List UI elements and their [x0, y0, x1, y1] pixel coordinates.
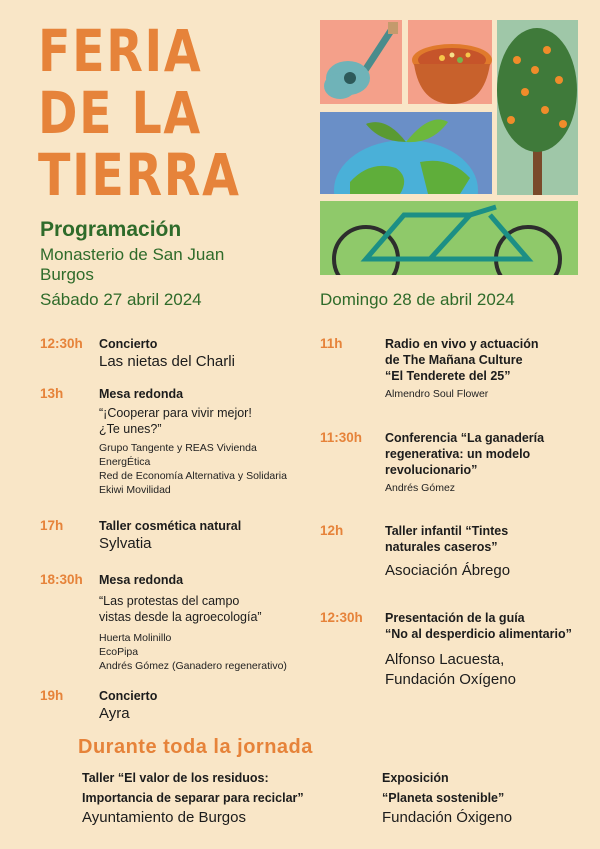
event-title-line: Conferencia “La ganadería	[385, 431, 545, 445]
event-time: 17h	[40, 518, 64, 533]
event-performer: Ayra	[99, 705, 130, 722]
event-performer: Fundación Oxígeno	[385, 671, 516, 688]
title-line-3: TIERRA	[38, 141, 241, 209]
event-title-line: Presentación de la guía	[385, 611, 525, 625]
event-title-line: revolucionario”	[385, 463, 478, 477]
guitar-illustration	[320, 20, 402, 104]
saturday-event-2	[99, 386, 287, 497]
sunday-event-2	[385, 430, 544, 495]
venue	[40, 245, 224, 285]
event-title-line: Radio en vivo y actuación	[385, 337, 539, 351]
event-performer: Las nietas del Charli	[99, 353, 235, 370]
poster-title	[38, 17, 241, 209]
event-time: 13h	[40, 386, 64, 401]
event-time: 12:30h	[320, 610, 363, 625]
event-time: 18:30h	[40, 572, 83, 587]
title-line-1: FERIA	[38, 17, 203, 85]
event-title-line: “El Tenderete del 25”	[385, 369, 511, 383]
event-type: Taller cosmética natural	[99, 519, 242, 533]
saturday-event-3	[99, 518, 241, 554]
event-performer: Alfonso Lacuesta,	[385, 651, 505, 668]
event-detail: vistas desde la agroecología”	[99, 610, 262, 624]
event-performer: Asociación Ábrego	[385, 562, 511, 579]
soup-pot-illustration	[408, 20, 492, 104]
event-title-line: “Planeta sostenible”	[382, 791, 505, 805]
event-title-line: de The Mañana Culture	[385, 353, 523, 367]
participant: Andrés Gómez	[385, 482, 456, 494]
event-performer: Ayuntamiento de Burgos	[82, 809, 246, 826]
event-title-line: “No al desperdicio alimentario”	[385, 627, 572, 641]
event-time: 12h	[320, 523, 344, 538]
event-detail: “¡Cooperar para vivir mejor!	[99, 406, 252, 420]
event-title-line: naturales caseros”	[385, 540, 498, 554]
sunday-event-4	[385, 610, 572, 690]
event-title-line: Taller infantil “Tintes	[385, 524, 509, 538]
event-time: 11h	[320, 336, 343, 351]
all-day-heading: Durante toda la jornada	[78, 736, 313, 758]
bicycle-illustration	[320, 201, 578, 275]
participant: Huerta Molinillo	[99, 632, 172, 644]
title-line-2: DE LA	[38, 79, 202, 147]
event-type: Mesa redonda	[99, 573, 184, 587]
programacion-subtitle: Programación	[40, 218, 182, 241]
event-performer: Sylvatia	[99, 535, 152, 552]
event-type: Mesa redonda	[99, 387, 184, 401]
saturday-event-5	[99, 688, 157, 724]
venue-line-2: Burgos	[40, 265, 94, 284]
participant: Ekiwi Movilidad	[99, 484, 171, 496]
participant: EnergÉtica	[99, 456, 151, 468]
event-type: Concierto	[99, 337, 158, 351]
sunday-event-3	[385, 523, 510, 581]
venue-line-1: Monasterio de San Juan	[40, 245, 225, 264]
event-title-line: Taller “El valor de los residuos:	[82, 771, 269, 785]
event-performer: Fundación Óxigeno	[382, 809, 513, 826]
all-day-workshop	[82, 770, 304, 828]
participant: EcoPipa	[99, 646, 139, 658]
event-type: Concierto	[99, 689, 158, 703]
all-day-exhibition	[382, 770, 512, 828]
saturday-heading: Sábado 27 abril 2024	[40, 290, 202, 309]
event-detail: ¿Te unes?”	[99, 422, 162, 436]
event-title-line: regenerativa: un modelo	[385, 447, 531, 461]
event-time: 11:30h	[320, 430, 363, 445]
participant: Grupo Tangente y REAS Vivienda	[99, 442, 257, 454]
orange-tree-illustration	[497, 20, 578, 195]
sunday-event-1	[385, 336, 539, 401]
participant: Almendro Soul Flower	[385, 388, 489, 400]
earth-illustration	[320, 112, 492, 194]
participant: Red de Economía Alternativa y Solidaria	[99, 470, 287, 482]
participant: Andrés Gómez (Ganadero regenerativo)	[99, 660, 287, 672]
sunday-heading: Domingo 28 de abril 2024	[320, 290, 515, 309]
saturday-event-1	[99, 336, 235, 372]
event-time: 19h	[40, 688, 64, 703]
event-title-line: Importancia de separar para reciclar”	[82, 791, 304, 805]
saturday-event-4	[99, 572, 287, 673]
event-time: 12:30h	[40, 336, 83, 351]
event-detail: “Las protestas del campo	[99, 594, 240, 608]
event-title-line: Exposición	[382, 771, 449, 785]
